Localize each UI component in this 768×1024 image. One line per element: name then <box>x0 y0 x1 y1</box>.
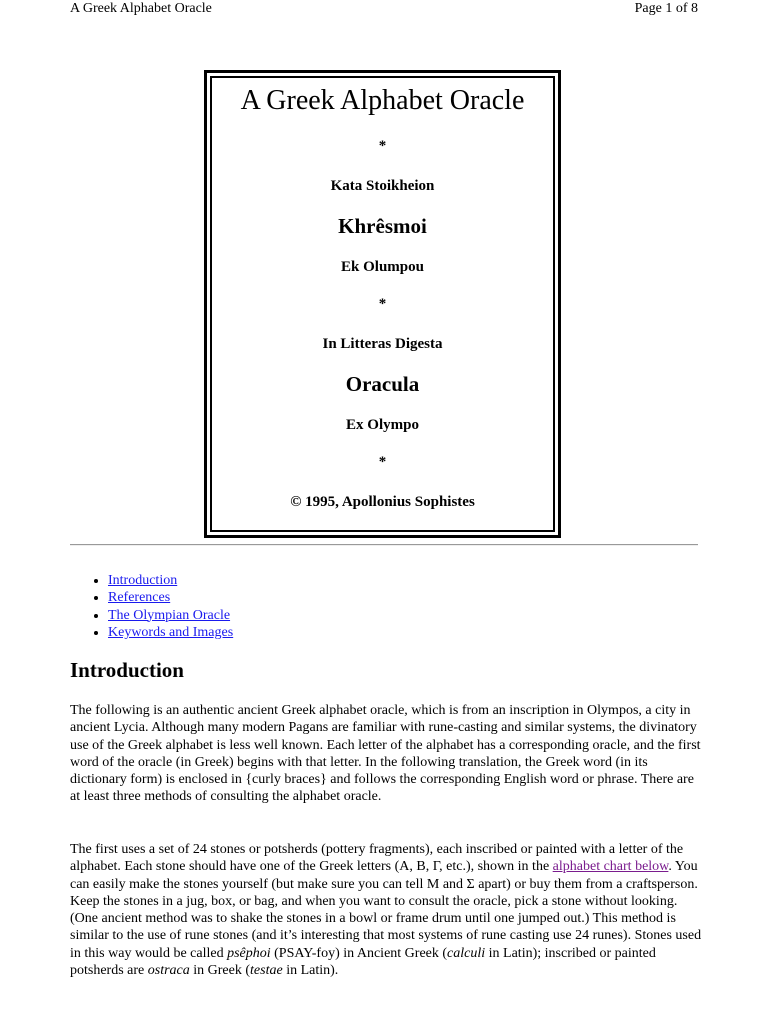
subtitle-ex-olympo: Ex Olympo <box>346 417 419 433</box>
subtitle-in-litteras-digesta: In Litteras Digesta <box>322 336 443 352</box>
text-run: . You can easily make the stones yourself (but make sure you can tell Μ and Σ apart) or buy them from a craftsperson. Keep the stones in a jug, box, or bag, and when you want to consult the oracle, pick a stone without looking. (One ancient method was to shake the stones in a bowl or frame drum until one jumped out.) This method is similar to the use of rune stones (and it’s interesting that most systems of rune casting use 24 runes). Stones used in this way would be called <box>70 859 702 961</box>
title-box <box>204 70 561 538</box>
page-indicator: Page 1 of 8 <box>634 1 698 16</box>
text-run: in Latin). <box>282 963 339 979</box>
copyright-line: © 1995, Apollonius Sophistes <box>290 494 475 510</box>
horizontal-rule <box>70 544 698 546</box>
text-run: in Greek ( <box>189 963 251 979</box>
toc-item <box>108 607 233 624</box>
term-ostraca: ostraca <box>147 963 190 979</box>
term-psephoi: psêphoi <box>227 945 271 961</box>
term-calculi: calculi <box>447 945 486 961</box>
alphabet-chart-link[interactable]: alphabet chart below <box>552 859 669 875</box>
toc-link-keywords-images[interactable]: Keywords and Images <box>108 624 234 640</box>
subtitle-ek-olumpou: Ek Olumpou <box>341 259 424 275</box>
intro-paragraph-1: The following is an authentic ancient Greek alphabet oracle, which is from an inscription in Olympos, a city in ancient Lycia. Although many modern Pagans are familiar with rune-casting and similar systems, the divinatory use of the Greek alphabet is less well known. Each letter of the alphabet has a corresponding oracle, and the first word of the oracle (in Greek) begins with that letter. In the following translation, the Greek word (in its dictionary form) is enclosed in {curly braces} and follows the corresponding English word or phrase. There are at least three methods of consulting the alphabet oracle. <box>70 703 701 805</box>
table-of-contents <box>70 572 233 641</box>
toc-link-introduction[interactable]: Introduction <box>108 573 178 588</box>
intro-paragraph-2 <box>70 841 702 979</box>
text-run: (PSAY-foy) in Ancient Greek ( <box>270 945 448 961</box>
main-title: A Greek Alphabet Oracle <box>240 85 525 116</box>
title-box-inner <box>210 76 555 532</box>
subtitle-oracula: Oracula <box>345 372 420 396</box>
separator-star: * <box>378 138 387 154</box>
toc-item <box>108 589 233 606</box>
subtitle-kata-stoikheion: Kata Stoikheion <box>330 178 435 194</box>
term-testae: testae <box>250 963 283 979</box>
toc-item <box>108 624 233 641</box>
toc-link-references[interactable]: References <box>108 590 171 606</box>
separator-star: * <box>378 454 387 470</box>
separator-star: * <box>378 296 387 312</box>
running-header-title: A Greek Alphabet Oracle <box>70 1 212 16</box>
toc-link-olympian-oracle[interactable]: The Olympian Oracle <box>108 607 231 623</box>
text-run: The first uses a set of 24 stones or potsherds (pottery fragments), each inscribed or painted with a letter of the alphabet. Each stone should have one of the Greek letters (Α, Β, Γ, etc.), shown in the <box>70 842 684 875</box>
toc-item <box>108 572 233 589</box>
section-heading-introduction: Introduction <box>70 658 184 682</box>
text-run: in Latin); inscribed or painted potsherds are <box>70 945 656 979</box>
subtitle-khresmoi: Khrêsmoi <box>338 214 427 238</box>
